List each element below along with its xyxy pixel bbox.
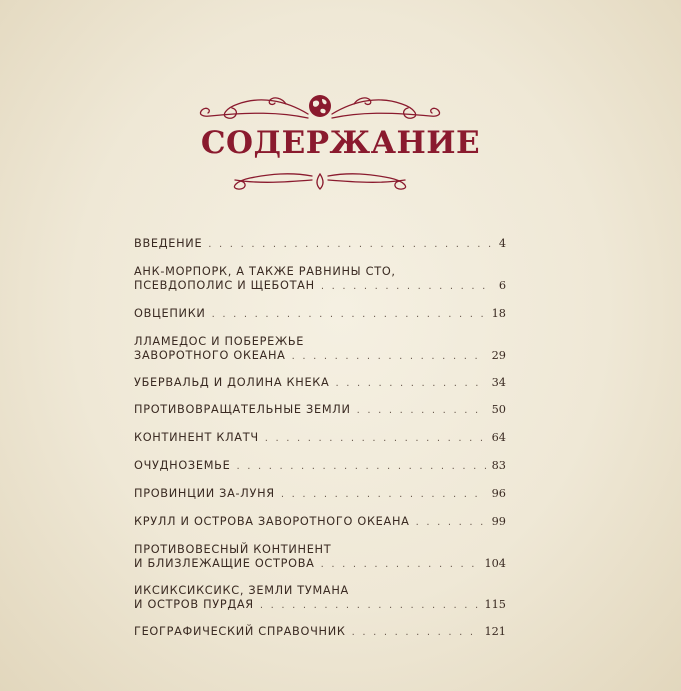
toc-entry[interactable] [134, 403, 506, 418]
toc-entry-title-continued: И БЛИЗЛЕЖАЩИЕ ОСТРОВА [134, 557, 315, 570]
toc-entry[interactable] [134, 237, 506, 252]
page-title: СОДЕРЖАНИЕ [200, 125, 481, 161]
toc-page-number: 4 [498, 237, 506, 250]
leader-dots [265, 432, 486, 446]
toc-entry-title-continued: ЗАВОРОТНОГО ОКЕАНА [134, 349, 286, 362]
toc-page-number: 121 [484, 625, 506, 638]
toc-entry[interactable] [134, 376, 506, 391]
toc-entry[interactable] [134, 487, 506, 502]
leader-dots [212, 308, 486, 322]
leader-dots [260, 599, 479, 613]
toc-entry-title-continued: И ОСТРОВ ПУРДАЯ [134, 598, 254, 611]
toc-entry[interactable] [134, 265, 506, 294]
toc-page-number: 6 [498, 279, 506, 292]
leader-dots [357, 404, 486, 418]
leader-dots [352, 626, 479, 640]
toc-entry-title: ОВЦЕПИКИ [134, 307, 206, 320]
toc-entry-title: ПРОТИВОВЕСНЫЙ КОНТИНЕНТ [134, 543, 332, 556]
toc-page-number: 99 [491, 515, 506, 528]
leader-dots [321, 280, 493, 294]
toc-entry-title: ОЧУДНОЗЕМЬЕ [134, 459, 231, 472]
toc-entry-title: ПРОТИВОВРАЩАТЕЛЬНЫЕ ЗЕМЛИ [134, 403, 351, 416]
toc-entry-title: ВВЕДЕНИЕ [134, 237, 203, 250]
toc-page-number: 96 [491, 487, 506, 500]
toc-entry-title: ГЕОГРАФИЧЕСКИЙ СПРАВОЧНИК [134, 625, 346, 638]
leader-dots [208, 238, 493, 252]
toc-entry-title: ПРОВИНЦИИ ЗА-ЛУНЯ [134, 487, 275, 500]
scroll-flourish-icon [190, 168, 450, 194]
toc-entry-title: КРУЛЛ И ОСТРОВА ЗАВОРОТНОГО ОКЕАНА [134, 515, 410, 528]
toc-entry-title: АНК-МОРПОРК, А ТАКЖЕ РАВНИНЫ СТО, [134, 265, 396, 278]
toc-entry[interactable] [134, 543, 506, 572]
toc-entry-title: ИКСИКСИКСИКС, ЗЕМЛИ ТУМАНА [134, 584, 349, 597]
table-of-contents [134, 237, 506, 640]
toc-entry[interactable] [134, 459, 506, 474]
toc-page-number: 64 [491, 431, 506, 444]
toc-entry-title-continued: ПСЕВДОПОЛИС И ЩЕБОТАН [134, 279, 315, 292]
scroll-flourish-with-globe-icon [190, 90, 450, 124]
toc-entry[interactable] [134, 584, 506, 613]
leader-dots [236, 460, 485, 474]
toc-page-number: 104 [484, 557, 506, 570]
toc-page-number: 18 [491, 307, 506, 320]
toc-page-number: 83 [491, 459, 506, 472]
toc-page-number: 50 [491, 403, 506, 416]
toc-page-number: 115 [484, 598, 506, 611]
toc-page-number: 34 [491, 376, 506, 389]
toc-entry-title: УБЕРВАЛЬД И ДОЛИНА КНЕКА [134, 376, 330, 389]
toc-entry[interactable] [134, 625, 506, 640]
toc-page-number: 29 [491, 349, 506, 362]
leader-dots [416, 516, 486, 530]
leader-dots [335, 377, 485, 391]
toc-entry-title: КОНТИНЕНТ КЛАТЧ [134, 431, 259, 444]
leader-dots [281, 488, 486, 502]
toc-entry[interactable] [134, 515, 506, 530]
toc-entry-title: ЛЛАМЕДОС И ПОБЕРЕЖЬЕ [134, 335, 305, 348]
leader-dots [321, 558, 479, 572]
toc-entry[interactable] [134, 431, 506, 446]
toc-entry[interactable] [134, 307, 506, 322]
toc-entry[interactable] [134, 335, 506, 364]
leader-dots [292, 350, 486, 364]
